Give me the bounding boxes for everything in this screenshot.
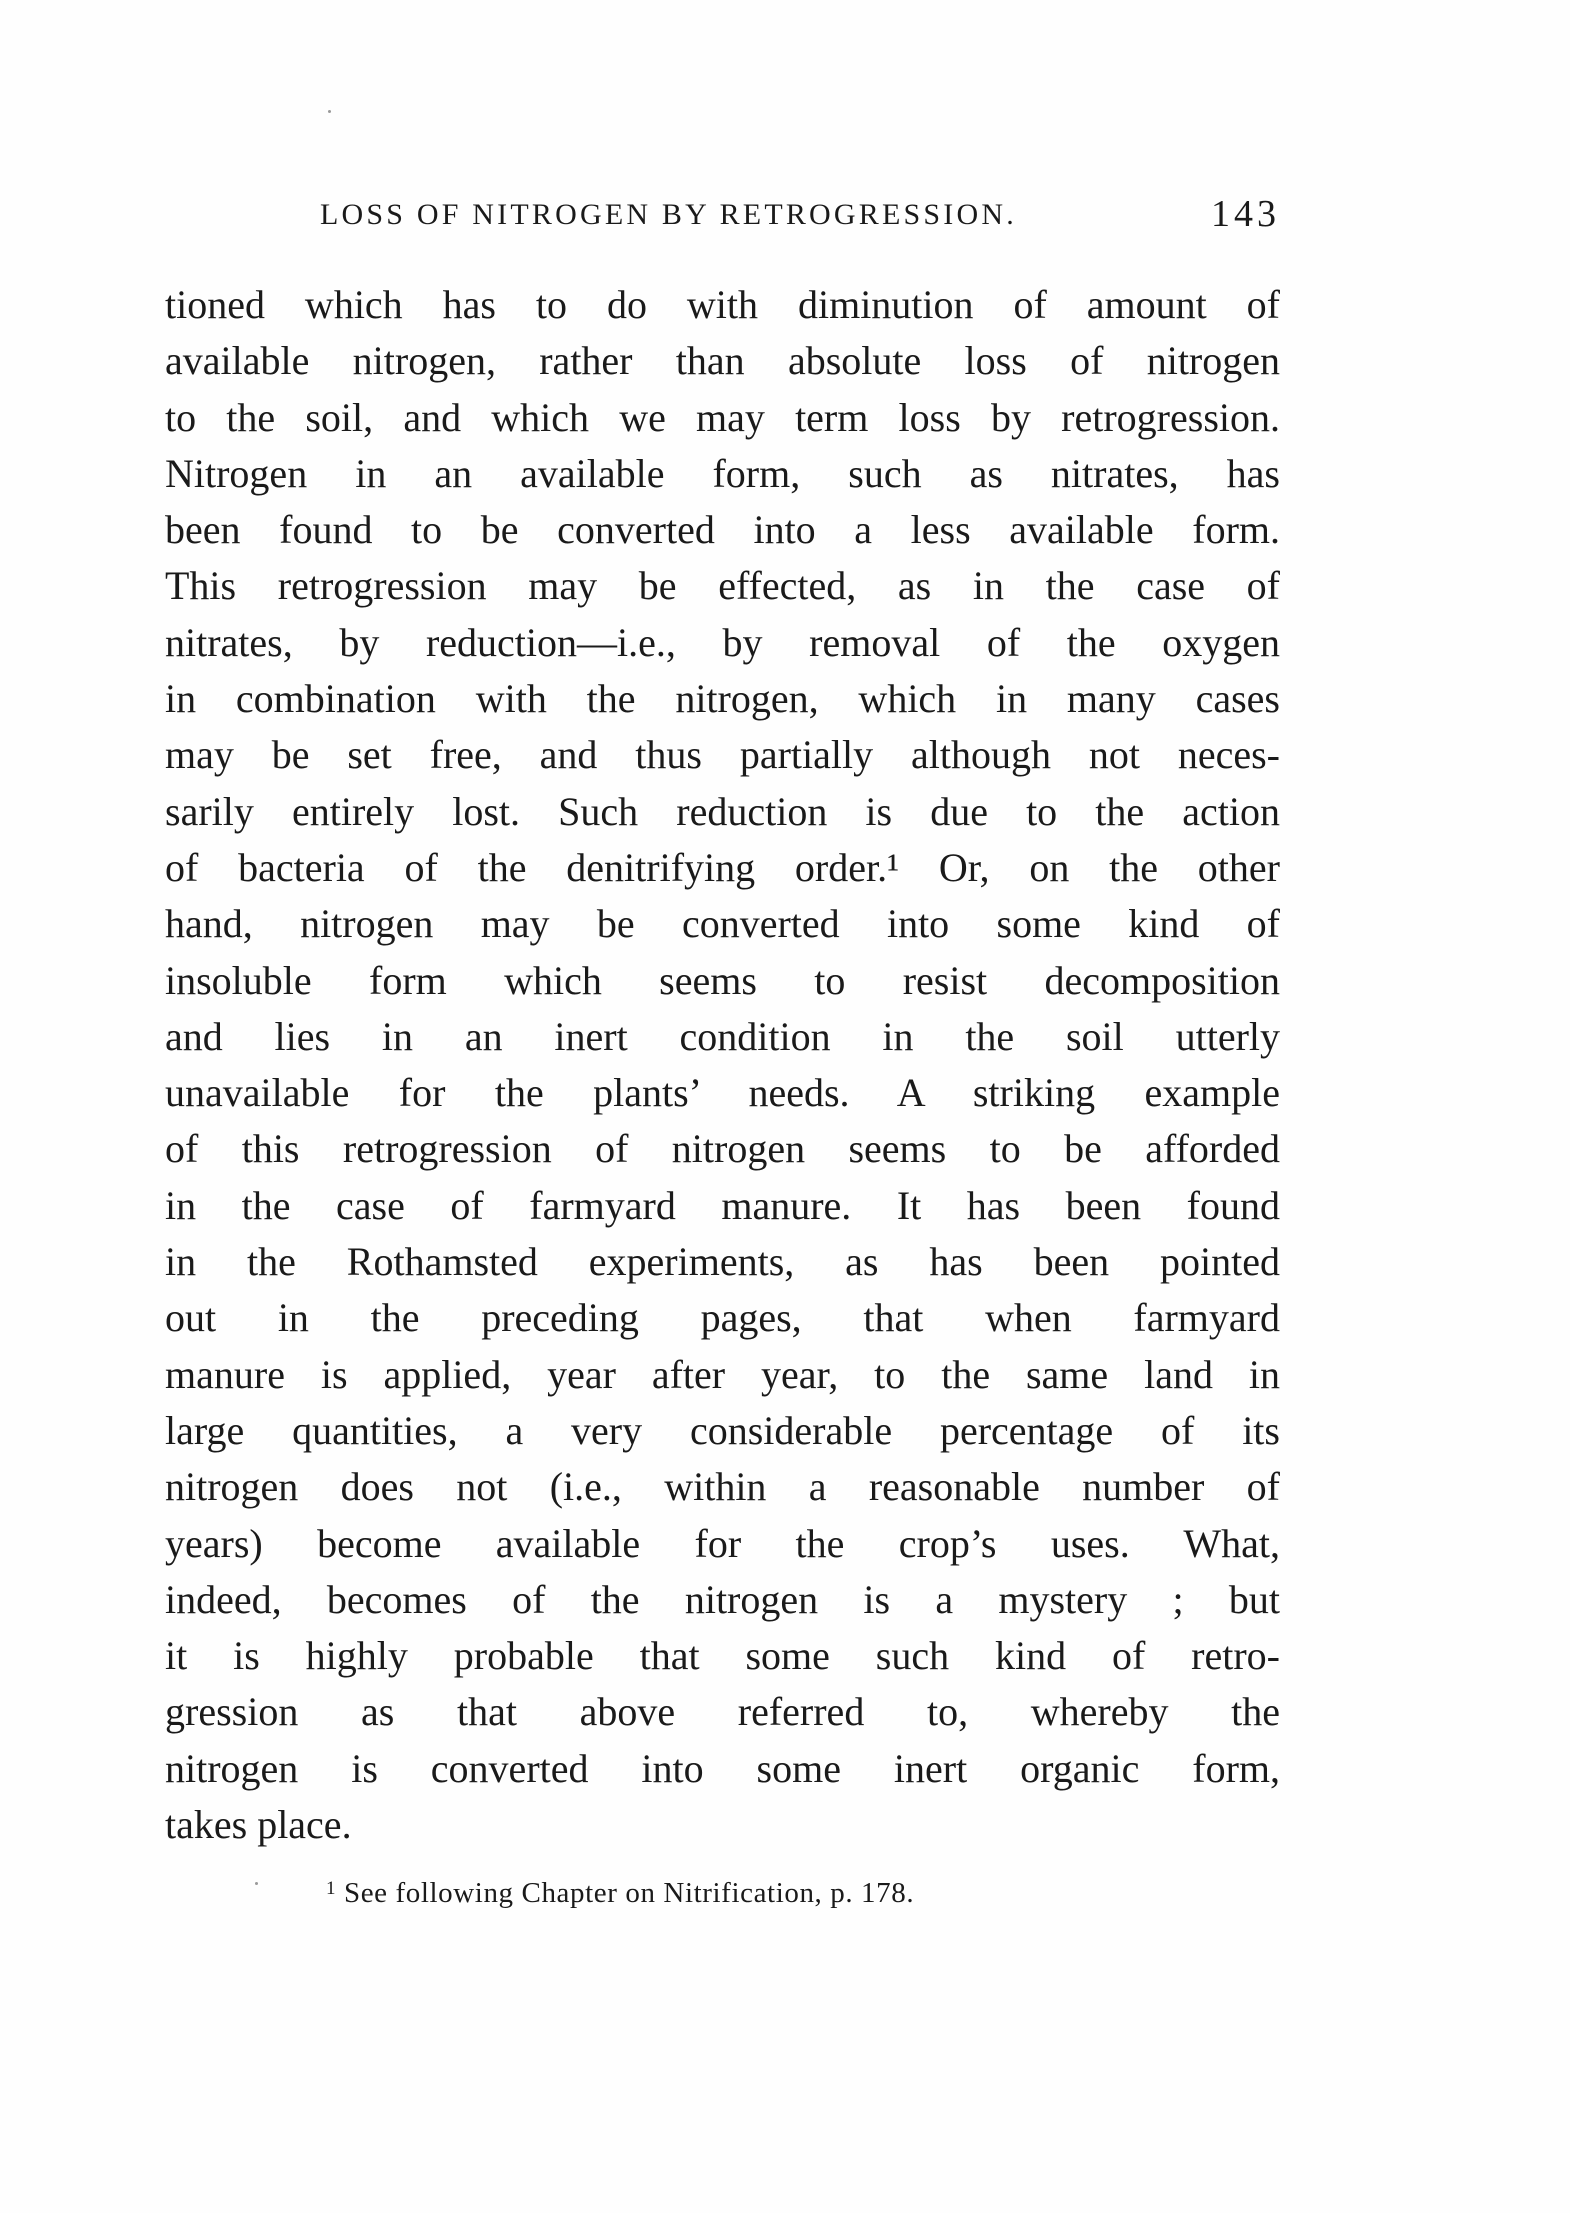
text-line: available nitrogen, rather than absolute loss of nitrogen: [165, 338, 1280, 384]
text-line: manure is applied, year after year, to the same land in: [165, 1351, 1280, 1397]
text-line: Nitrogen in an available form, such as nitrates, has: [165, 450, 1280, 496]
text-line: may be set free, and thus partially although not neces-: [165, 732, 1280, 778]
text-line: nitrates, by reduction—i.e., by removal of the oxygen: [165, 619, 1280, 665]
text-line: nitrogen is converted into some inert organic form,: [165, 1745, 1280, 1791]
text-line: out in the preceding pages, that when farmyard: [165, 1295, 1280, 1341]
text-line: in the Rothamsted experiments, as has been pointed: [165, 1239, 1280, 1285]
page-header: [320, 193, 1280, 248]
text-line: years) become available for the crop’s uses. What,: [165, 1520, 1280, 1566]
body-paragraph: [165, 277, 1280, 1853]
text-line: of this retrogression of nitrogen seems to be afforded: [165, 1126, 1280, 1172]
footnote-text: See following Chapter on Nitrification, p. 178.: [343, 1877, 915, 1909]
text-line: in the case of farmyard manure. It has been found: [165, 1182, 1280, 1228]
text-line: This retrogression may be effected, as in the case of: [165, 563, 1280, 609]
text-line: to the soil, and which we may term loss by retrogression.: [165, 394, 1280, 440]
footnote: [326, 1877, 914, 1910]
text-line: nitrogen does not (i.e., within a reasonable number of: [165, 1464, 1280, 1510]
text-line: tioned which has to do with diminution of amount of: [165, 282, 1280, 327]
footnote-marker: 1: [326, 1878, 337, 1899]
text-line: takes place.: [165, 1802, 352, 1848]
text-line: hand, nitrogen may be converted into some kind of: [165, 901, 1280, 947]
text-line: gression as that above referred to, whereby the: [165, 1689, 1280, 1735]
paper-speck: [328, 110, 331, 113]
text-line: and lies in an inert condition in the soil utterly: [165, 1013, 1280, 1059]
text-line: insoluble form which seems to resist decomposition: [165, 957, 1280, 1003]
text-line: sarily entirely lost. Such reduction is due to the action: [165, 788, 1280, 834]
text-line: unavailable for the plants’ needs. A striking example: [165, 1070, 1280, 1116]
text-line: indeed, becomes of the nitrogen is a mystery ; but: [165, 1576, 1280, 1622]
running-head: LOSS OF NITROGEN BY RETROGRESSION.: [320, 198, 1017, 231]
text-line: of bacteria of the denitrifying order.¹ Or, on the other: [165, 844, 1280, 890]
text-line: been found to be converted into a less available form.: [165, 507, 1280, 553]
text-line: it is highly probable that some such kind of retro-: [165, 1633, 1280, 1679]
paper-speck: [255, 1882, 258, 1885]
text-line: large quantities, a very considerable percentage of its: [165, 1407, 1280, 1453]
text-line: in combination with the nitrogen, which in many cases: [165, 676, 1280, 722]
page-number: 143: [1211, 193, 1280, 235]
